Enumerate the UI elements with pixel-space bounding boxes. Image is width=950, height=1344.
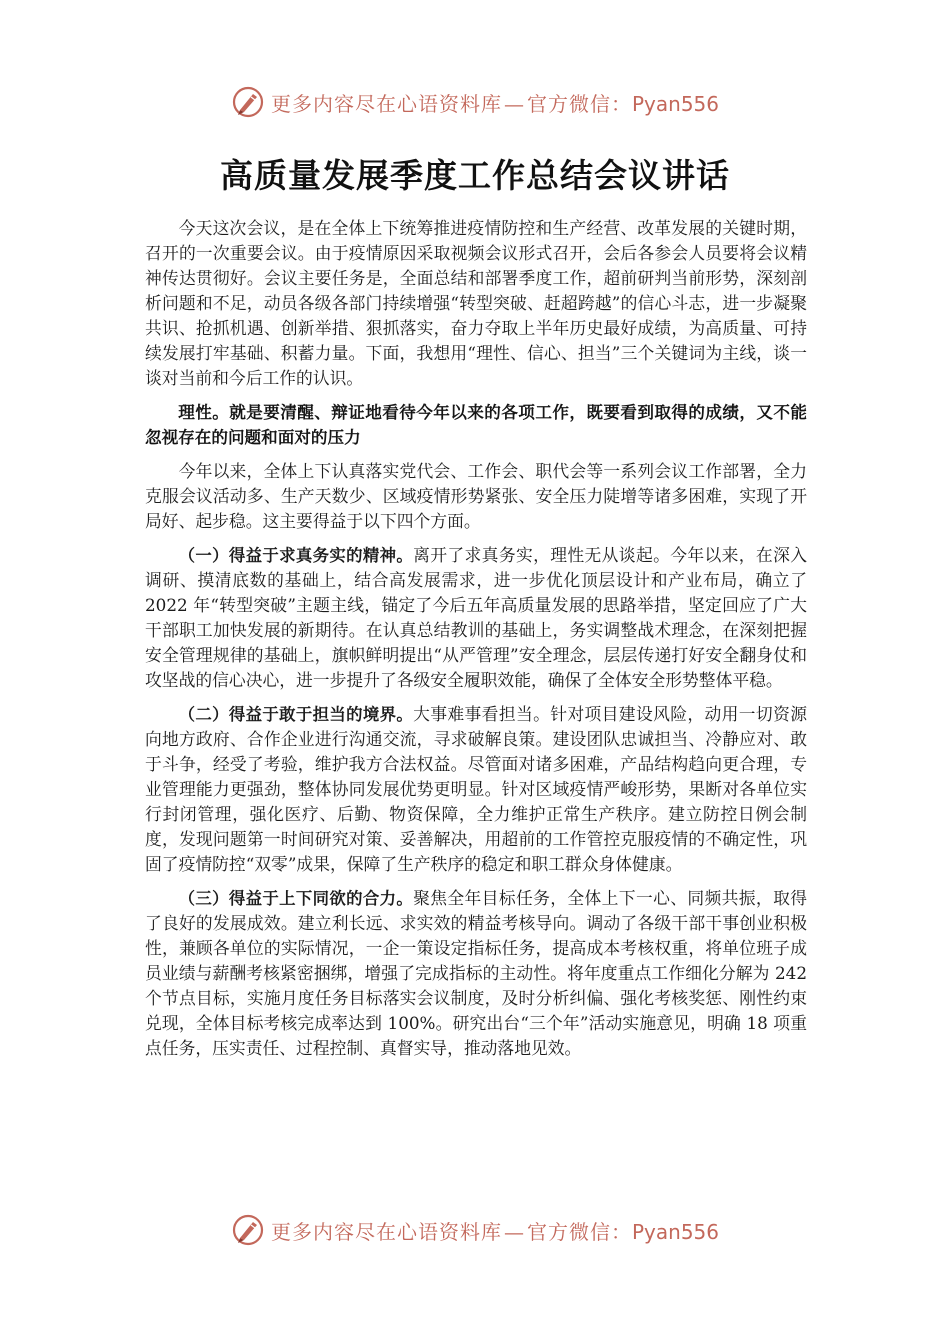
banner-dash-footer: —	[503, 1219, 525, 1244]
banner-wechat-id-footer: Pyan556	[631, 1219, 719, 1244]
point-lead-3: （三）得益于上下同欲的合力。	[178, 889, 414, 908]
banner-text-footer	[271, 1216, 719, 1245]
pen-logo-icon	[231, 85, 265, 119]
point-text-3: 聚焦全年目标任务，全体上下一心、同频共振，取得了良好的发展成效。建立利长远、求实效的精益考核导向。调动了各级干部干事创业积极性，兼顾各单位的实际情况，一企一策设定指标任务，提高成本考核权重，将单位班子成员业绩与薪酬考核紧密捆绑，增强了完成指标的主动性。将年度重点工作细化分解为 242 个节点目标，实施月度任务目标落实会议制度，及时分析纠偏、强化考核奖惩、刚性约束兑现，全体目标考核完成率达到 100%。研究出台“三个年”活动实施意见，明确 18 项重点任务，压实责任、过程控制、真督实导，推动落地见效。	[145, 888, 807, 1058]
intro-paragraph: 今天这次会议，是在全体上下统筹推进疫情防控和生产经营、改革发展的关键时期，召开的一次重要会议。由于疫情原因采取视频会议形式召开，会后各参会人员要将会议精神传达贯彻好。会议主要任务是，全面总结和部署季度工作，超前研判当前形势，深刻剖析问题和不足，动员各级各部门持续增强“转型突破、赶超跨越”的信心斗志，进一步凝聚共识、抢抓机遇、创新举措、狠抓落实，奋力夺取上半年历史最好成绩，为高质量、可持续发展打牢基础、积蓄力量。下面，我想用“理性、信心、担当”三个关键词为主线，谈一谈对当前和今后工作的认识。	[145, 218, 807, 388]
document-title: 高质量发展季度工作总结会议讲话	[220, 156, 730, 195]
banner-dash: —	[503, 91, 525, 116]
banner-wechat-label-footer: 官方微信：	[526, 1219, 632, 1244]
banner-slogan: 更多内容尽在心语资料库	[270, 91, 502, 116]
point-paragraph-3	[145, 886, 807, 1061]
point-lead-2: （二）得益于敢于担当的境界。	[178, 705, 414, 724]
point-paragraph-1	[145, 543, 807, 693]
banner-wechat-label: 官方微信：	[526, 91, 632, 116]
header-banner	[0, 82, 950, 122]
point-lead-1: （一）得益于求真务实的精神。	[178, 546, 414, 565]
footer-banner	[0, 1210, 950, 1250]
banner-slogan-footer: 更多内容尽在心语资料库	[270, 1219, 502, 1244]
section-intro-paragraph: 今年以来，全体上下认真落实党代会、工作会、职代会等一系列会议工作部署，全力克服会议活动多、生产天数少、区域疫情形势紧张、安全压力陡增等诸多困难，实现了开局好、起步稳。这主要得益于以下四个方面。	[145, 461, 807, 531]
banner-text	[271, 88, 719, 117]
point-text-2: 大事难事看担当。针对项目建设风险，动用一切资源向地方政府、合作企业进行沟通交流，寻求破解良策。建设团队忠诚担当、冷静应对、敢于斗争，经受了考验，维护我方合法权益。尽管面对诸多困难，产品结构趋向更合理，专业管理能力更强劲，整体协同发展优势更明显。针对区域疫情严峻形势，果断对各单位实行封闭管理，强化医疗、后勤、物资保障，全力维护正常生产秩序。建立防控日例会制度，发现问题第一时间研究对策、妥善解决，用超前的工作管控克服疫情的不确定性，巩固了疫情防控“双零”成果，保障了生产秩序的稳定和职工群众身体健康。	[145, 704, 807, 874]
pen-logo-icon	[231, 1213, 265, 1247]
banner-wechat-id: Pyan556	[631, 91, 719, 116]
document-body	[145, 216, 807, 1061]
point-paragraph-2	[145, 702, 807, 877]
section-heading: 理性。就是要清醒、辩证地看待今年以来的各项工作，既要看到取得的成绩，又不能忽视存在的问题和面对的压力	[145, 403, 807, 447]
point-text-1: 离开了求真务实，理性无从谈起。今年以来，在深入调研、摸清底数的基础上，结合高发展需求，进一步优化顶层设计和产业布局，确立了 2022 年“转型突破”主题主线，锚定了今后五年高质量发展的思路举措，坚定回应了广大干部职工加快发展的新期待。在认真总结教训的基础上，务实调整战术理念，在深刻把握安全管理规律的基础上，旗帜鲜明提出“从严管理”安全理念，层层传递打好安全翻身仗和攻坚战的信心决心，进一步提升了各级安全履职效能，确保了全体安全形势整体平稳。	[145, 545, 807, 690]
